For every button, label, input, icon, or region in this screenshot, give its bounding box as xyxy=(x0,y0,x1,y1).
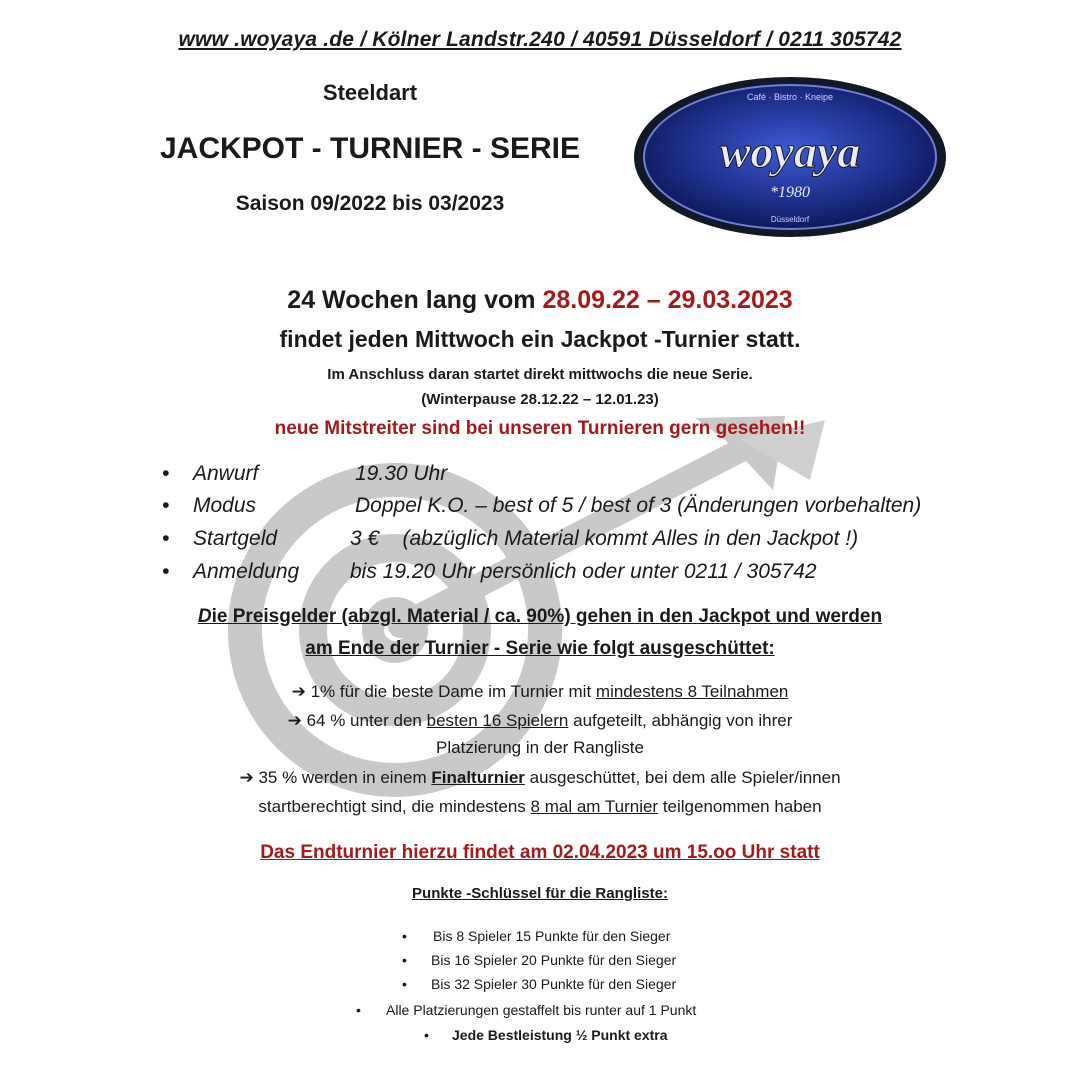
logo-top-text: Café · Bistro · Kneipe xyxy=(746,92,834,102)
prize-rule-3: ➔ 35 % werden in einem Finalturnier ausgeschüttet, bei dem alle Spieler/innen xyxy=(239,768,841,787)
detail-label-startgeld: Startgeld xyxy=(193,527,278,550)
final-tournament-note: Das Endturnier hierzu findet am 02.04.2023 um 15.oo Uhr statt xyxy=(260,842,820,863)
dates-line: 24 Wochen lang vom 28.09.22 – 29.03.2023 xyxy=(287,286,793,314)
bullet: • xyxy=(162,560,170,583)
prize-intro: Die Preisgelder (abzgl. Material / ca. 90%) gehen in den Jackpot und werden xyxy=(197,606,883,627)
detail-value-startgeld: 3 € (abzüglich Material kommt Alles in den Jackpot !) xyxy=(350,527,859,550)
detail-label-anwurf: Anwurf xyxy=(193,462,259,485)
points-item: Bis 16 Spieler 20 Punkte für den Sieger xyxy=(431,952,677,968)
detail-value-modus: Doppel K.O. – best of 5 / best of 3 (Änderungen vorbehalten) xyxy=(355,494,922,517)
season-text: Saison 09/2022 bis 03/2023 xyxy=(235,192,505,215)
points-item-bonus: Jede Bestleistung ½ Punkt extra xyxy=(452,1027,668,1043)
prize-rule-2: ➔ 64 % unter den besten 16 Spielern aufgeteilt, abhängig von ihrer xyxy=(287,711,793,730)
points-item: Alle Platzierungen gestaffelt bis runter auf 1 Punkt xyxy=(386,1002,697,1018)
arrow-icon: ➔ xyxy=(291,682,306,701)
bullet: • xyxy=(162,527,170,550)
bullet: • xyxy=(402,928,407,944)
contact-line: www .woyaya .de / Kölner Landstr.240 / 40591 Düsseldorf / 0211 305742 xyxy=(178,28,902,51)
series-title: JACKPOT - TURNIER - SERIE xyxy=(159,132,581,165)
dates-range: 28.09.22 – 29.03.2023 xyxy=(542,286,793,314)
steeldart-heading: Steeldart xyxy=(322,80,418,105)
bullet: • xyxy=(162,494,170,517)
detail-label-anmeldung: Anmeldung xyxy=(193,560,300,583)
weekly-info: findet jeden Mittwoch ein Jackpot -Turnier statt. xyxy=(279,326,801,352)
prize-rule-2-line2: Platzierung in der Rangliste xyxy=(436,738,644,757)
points-item: Bis 32 Spieler 30 Punkte für den Sieger xyxy=(431,976,677,992)
arrow-icon: ➔ xyxy=(239,768,254,787)
detail-value-anwurf: 19.30 Uhr xyxy=(355,462,448,485)
invite-text: neue Mitstreiter sind bei unseren Turnieren gern gesehen!! xyxy=(274,418,806,439)
bullet: • xyxy=(424,1027,429,1043)
bullet: • xyxy=(356,1002,361,1018)
detail-label-modus: Modus xyxy=(193,494,257,517)
woyaya-logo xyxy=(630,72,950,242)
prize-rule-1: ➔ 1% für die beste Dame im Turnier mit mindestens 8 Teilnahmen xyxy=(291,682,789,701)
points-heading: Punkte -Schlüssel für die Rangliste: xyxy=(412,885,668,902)
bullet: • xyxy=(162,462,170,485)
logo-year: *1980 xyxy=(770,184,810,201)
prize-rule-3-line2: startberechtigt sind, die mindestens 8 mal am Turnier teilgenommen haben xyxy=(258,797,822,816)
arrow-icon: ➔ xyxy=(287,711,302,730)
bullet: • xyxy=(402,976,407,992)
logo-wordmark: woyaya xyxy=(719,126,861,177)
bullet: • xyxy=(402,952,407,968)
detail-value-anmeldung: bis 19.20 Uhr persönlich oder unter 0211 / 305742 xyxy=(350,560,817,583)
winter-break: (Winterpause 28.12.22 – 12.01.23) xyxy=(421,391,659,408)
points-item: Bis 8 Spieler 15 Punkte für den Sieger xyxy=(433,928,671,944)
logo-city: Düsseldorf xyxy=(770,215,810,224)
prize-intro-line2: am Ende der Turnier - Serie wie folgt ausgeschüttet: xyxy=(305,638,775,659)
series-note: Im Anschluss daran startet direkt mittwochs die neue Serie. xyxy=(327,366,753,383)
